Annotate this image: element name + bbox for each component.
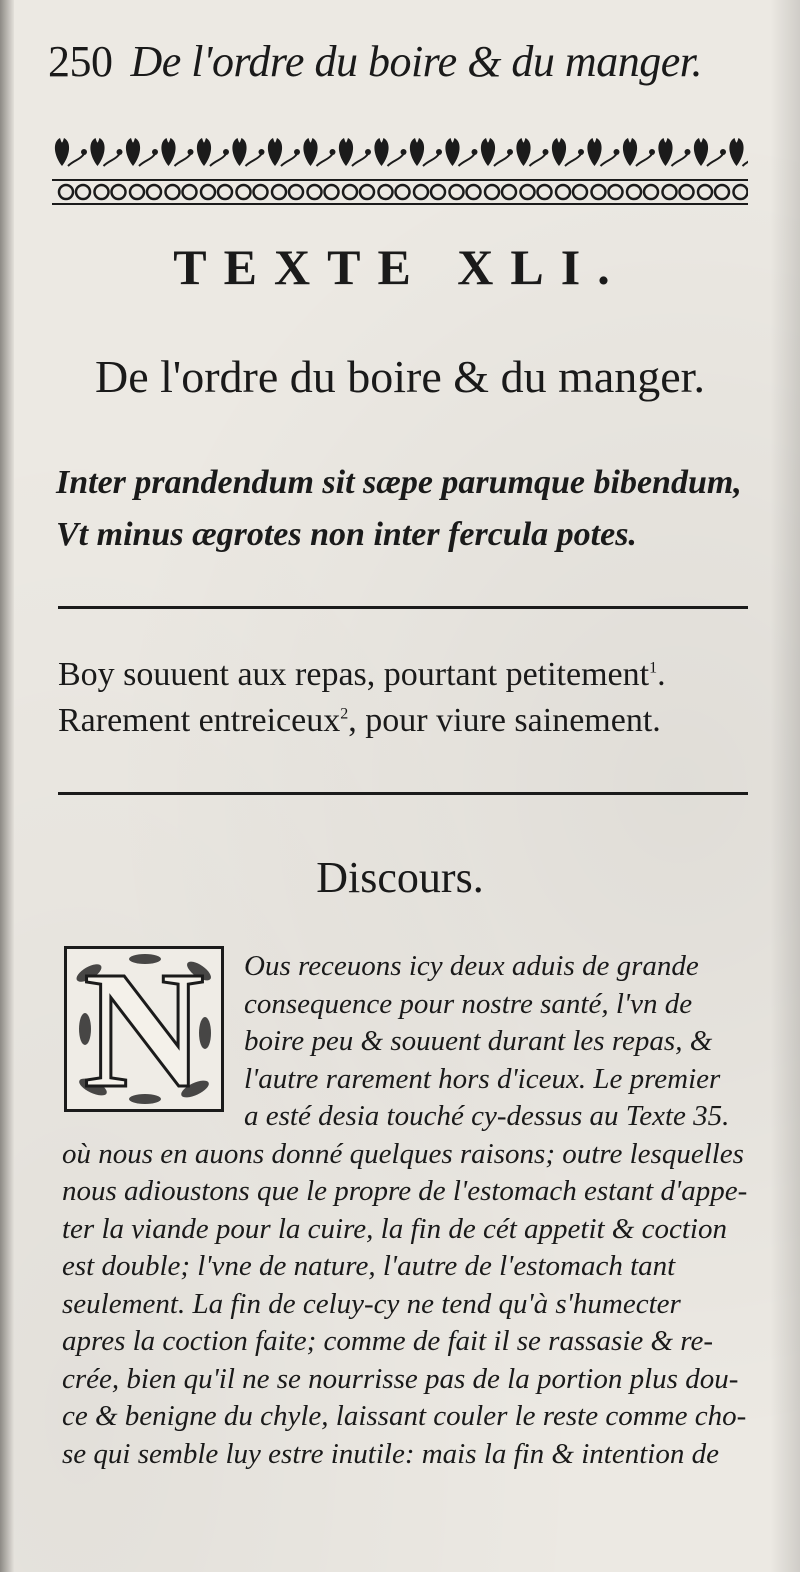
page-gutter — [0, 0, 14, 1572]
ornament-flower-icon — [197, 138, 232, 199]
ornament-flower-icon — [90, 138, 125, 199]
printer-ornament-band — [52, 132, 748, 206]
ornament-flower-icon — [303, 138, 338, 199]
ornament-flower-icon — [445, 138, 480, 199]
drop-cap-letter: N — [83, 946, 205, 1112]
discours-line: est double; l'vne de nature, l'autre de l'estomach tant — [62, 1250, 676, 1282]
page-edge-shadow — [770, 0, 800, 1572]
discours-line: l'autre rarement hors d'iceux. Le premier — [244, 1062, 721, 1095]
discours-line: ter la viande pour la cuire, la fin de cét appetit & coction — [62, 1212, 727, 1245]
ornament-flower-icon — [410, 138, 445, 199]
ornament-flower-icon — [268, 138, 303, 199]
ornament-flower-icon — [623, 138, 658, 199]
ornament-flower-icon — [55, 138, 90, 199]
ornament-flower-icon — [658, 138, 693, 199]
running-head-title: De l'ordre du boire & du manger. — [130, 37, 702, 86]
discours-line: où nous en auons donné quelques raisons; outre lesquelles — [62, 1137, 744, 1170]
ornament-flower-icon — [339, 138, 374, 199]
ornament-flower-icon — [587, 138, 622, 199]
ornament-flower-icon — [481, 138, 516, 199]
ornament-flower-icon — [552, 138, 587, 199]
discours-line: boire peu & souuent durant les repas, & — [244, 1025, 713, 1057]
discours-line: nous adioustons que le propre de l'estomach estant d'appe- — [62, 1175, 748, 1207]
ornament-flower-icon — [516, 138, 551, 199]
french-verse-line-2 — [58, 702, 758, 740]
discours-line: seulement. La fin de celuy-cy ne tend qu'à s'humecter — [62, 1287, 681, 1320]
french-verse-line-1: Boy souuent aux repas, pourtant petitement$^1$. — [58, 656, 666, 693]
discours-line: ce & benigne du chyle, laissant couler le reste comme cho- — [62, 1400, 747, 1432]
discours-line: crée, bien qu'il ne se nourrisse pas de la portion plus dou- — [62, 1362, 739, 1395]
discours-line: se qui semble luy estre inutile: mais la fin & intention de — [62, 1437, 719, 1470]
page-number: 250 — [48, 37, 113, 86]
horizontal-rule — [58, 792, 748, 795]
french-verse-rest: , pour viure sainement. — [348, 702, 661, 739]
running-head — [48, 34, 748, 90]
footnote-marker: 1 — [649, 659, 658, 677]
discours-line: apres la coction faite; comme de fait il se rassasie & re- — [62, 1325, 714, 1357]
decorated-initial — [64, 946, 224, 1112]
ornament-flower-icon — [729, 138, 748, 199]
horizontal-rule — [58, 606, 748, 609]
discours-line: consequence pour nostre santé, l'vn de — [244, 987, 693, 1020]
footnote-marker: 2 — [340, 705, 349, 723]
section-subtitle: De l'ordre du boire & du manger. — [95, 351, 705, 402]
ornament-flower-icon — [126, 138, 161, 199]
french-verse-text: Rarement entreiceux — [58, 702, 341, 739]
texte-heading: TEXTE XLI. — [173, 239, 627, 295]
discours-line: Ous receuons icy deux aduis de grande — [244, 950, 699, 982]
french-verse-text: Boy souuent aux repas, pourtant petitement — [58, 656, 650, 693]
ornament-flower-icon — [232, 138, 267, 199]
discours-line: a esté desia touché cy-dessus au Texte 35. — [244, 1100, 730, 1132]
ornament-flower-icon — [161, 138, 196, 199]
discours-heading: Discours. — [316, 853, 484, 902]
ornament-flower-icon — [374, 138, 409, 199]
latin-verse-line-2: Vt minus ægrotes non inter fercula potes. — [56, 516, 637, 553]
latin-verse-line-1: Inter prandendum sit sæpe parumque bibendum, — [56, 464, 742, 501]
ornament-flower-icon — [694, 138, 729, 199]
